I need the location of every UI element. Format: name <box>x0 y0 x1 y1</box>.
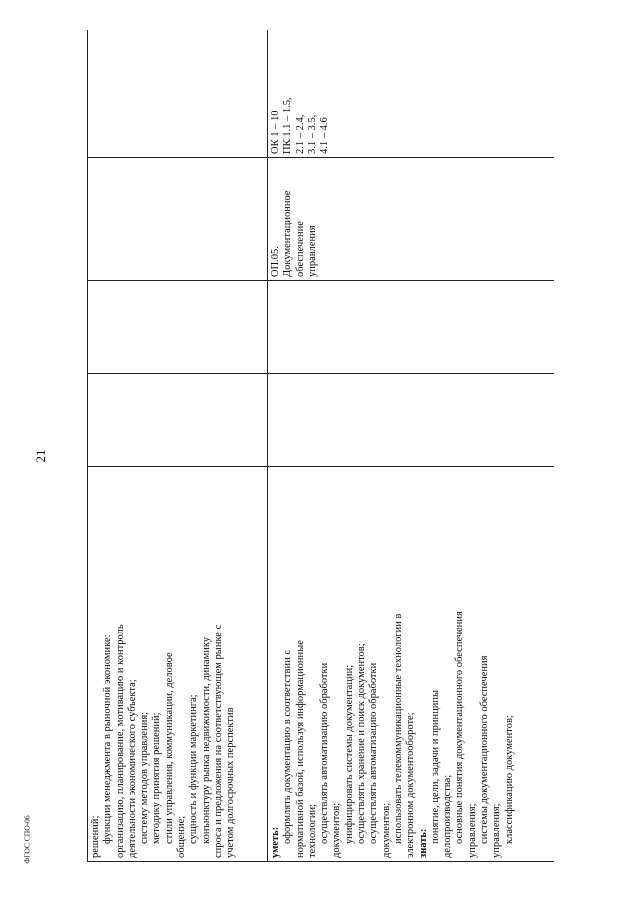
section-heading: уметь: <box>270 826 281 858</box>
discipline-code: ОП.05. <box>270 246 281 277</box>
table-cell-hours-mandatory <box>88 281 268 374</box>
content-line: управления; <box>466 803 478 858</box>
content-line: функции менеджмента в рыночной экономике: <box>102 634 114 844</box>
content-line: делопроизводства; <box>442 774 454 858</box>
table-cell-competencies <box>268 30 555 158</box>
content-line: управления; <box>491 803 503 858</box>
table-cell-competencies <box>88 30 268 158</box>
content-line: стили управления, коммуникации, деловое <box>163 652 175 844</box>
discipline-name-line: обеспечение <box>294 221 306 277</box>
content-line: спроса и предложения на соответствующем рынке с <box>212 624 224 858</box>
table-cell-content <box>268 467 555 862</box>
discipline-name-line: Документационное <box>282 190 294 277</box>
competency-table-rotated <box>87 30 554 862</box>
competency-code-line: 4.1 – 4.6 <box>319 117 331 154</box>
content-line: оформлять документацию в соответствии с <box>282 650 294 844</box>
table-row <box>268 30 555 862</box>
competency-table <box>87 30 554 862</box>
content-line: осуществлять автоматизацию обработки <box>319 662 331 844</box>
table-cell-hours-max <box>88 374 268 467</box>
content-line: организацию, планирование, мотивацию и контроль <box>114 624 126 858</box>
content-line: учетом долгосрочных перспектив <box>225 707 237 858</box>
table-row <box>88 30 268 862</box>
content-line: классификацию документов; <box>503 715 515 844</box>
content-line: нормативной базой, используя информационные <box>294 640 306 858</box>
competency-table-container <box>87 30 554 862</box>
content-line: сущность и функции маркетинга; <box>188 694 200 844</box>
content-line: электронном документообороте; <box>405 712 417 858</box>
content-line: основные понятия документационного обеспечения <box>454 611 466 844</box>
content-line: методику принятия решений; <box>151 712 163 844</box>
table-cell-hours-max <box>268 374 555 467</box>
content-line: осуществлять хранение и поиск документов; <box>356 643 368 844</box>
competency-code-line: 3.1 – 3.5, <box>306 114 318 154</box>
table-cell-content <box>88 467 268 862</box>
content-line: деятельности экономического субъекта; <box>126 679 138 858</box>
content-line: системы документационного обеспечения <box>479 655 491 844</box>
content-line: конъюнктуру рынка недвижимости, динамику <box>200 636 212 844</box>
content-line: использовать телекоммуникационные технологии в <box>392 613 404 844</box>
table-cell-discipline <box>268 158 555 281</box>
content-line: понятие, цели, задачи и принципы <box>429 689 441 844</box>
content-line: общение; <box>176 815 188 858</box>
page-number: 21 <box>33 449 48 463</box>
discipline-name-line: управления <box>306 225 318 277</box>
content-line: унифицировать системы документации; <box>343 664 355 844</box>
section-heading: знать: <box>417 828 429 858</box>
content-line: технологии; <box>306 803 318 858</box>
competency-code-line: ОК 1 – 10 <box>270 110 281 154</box>
table-cell-discipline <box>88 158 268 281</box>
content-line: документов; <box>331 802 343 858</box>
competency-code-line: 2.1 – 2.4, <box>294 114 306 154</box>
content-line: осуществлять автоматизацию обработки <box>368 662 380 844</box>
content-line: документов; <box>380 802 392 858</box>
content-line: решений; <box>90 815 101 858</box>
table-cell-hours-mandatory <box>268 281 555 374</box>
content-line: систему методов управления; <box>139 711 151 844</box>
footer-standard-code: ФГОС СПО-06 <box>22 815 32 864</box>
competency-code-line: ПК 1.1 – 1.5, <box>282 97 294 154</box>
